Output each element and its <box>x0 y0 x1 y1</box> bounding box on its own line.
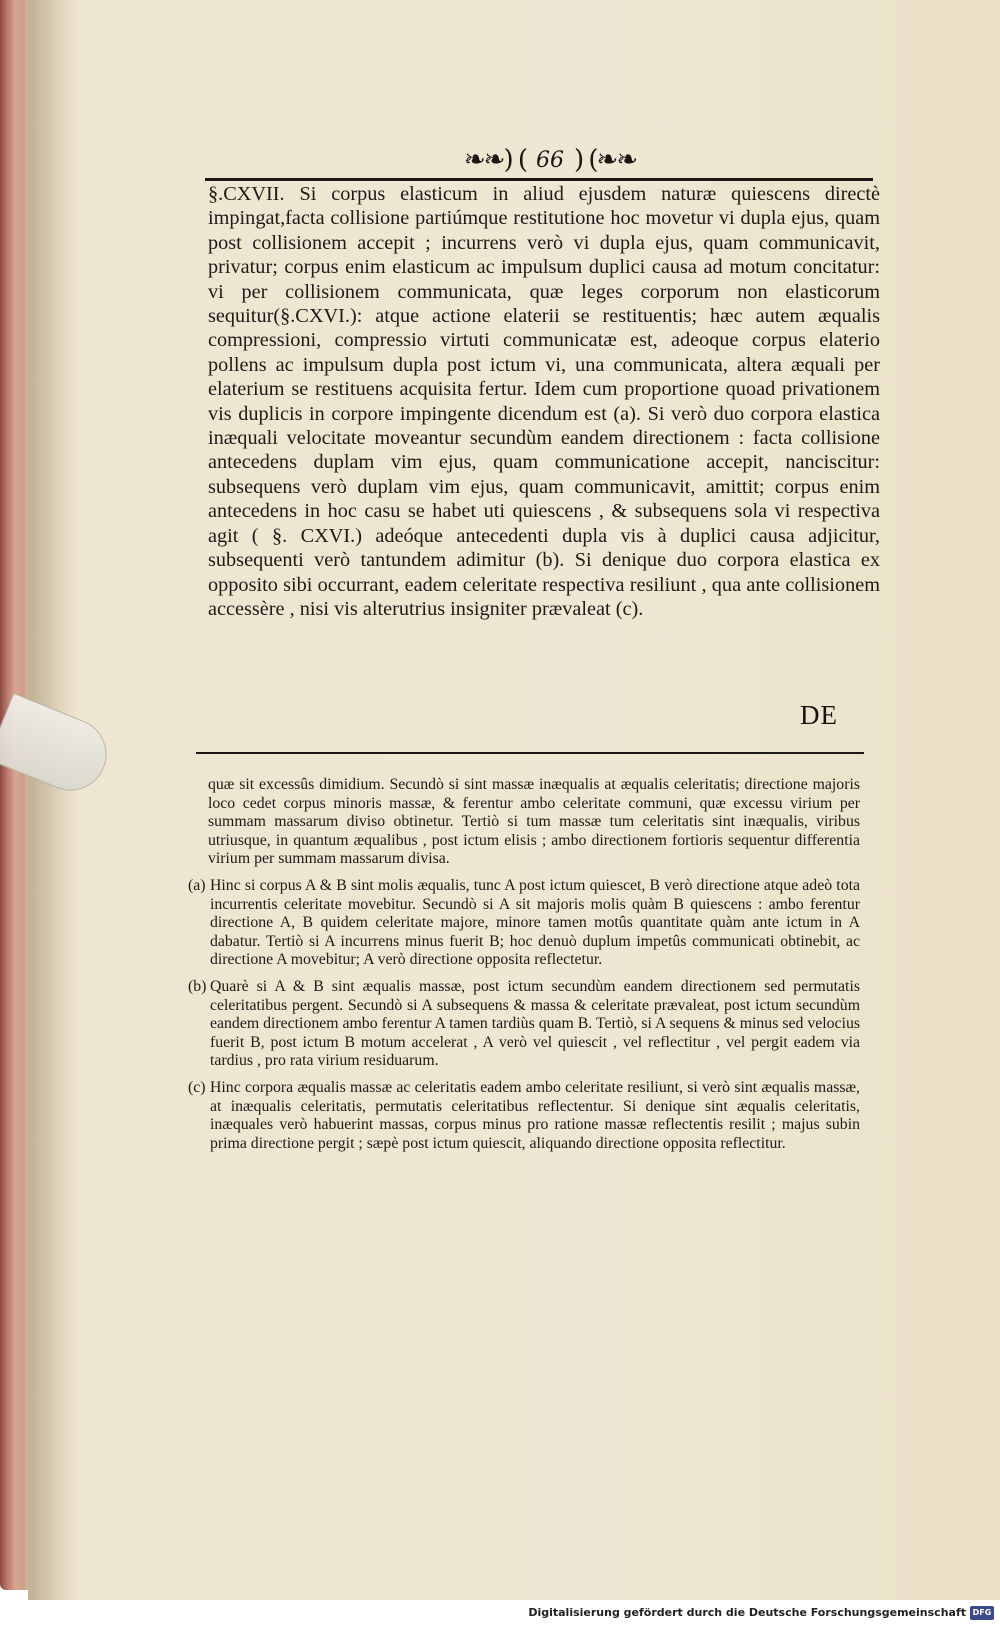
footnotes <box>188 776 860 1153</box>
header-ornament-left-icon: ❧❧) ( <box>463 145 526 175</box>
footnote-label: (c) <box>188 1078 206 1096</box>
footnote-text: Hinc si corpus A & B sint molis æqualis, tunc A post ictum quiescet, B verò directione atque adeò tota incurrentis celeritate movebitur. Secundò si A sit majoris molis quàm B quiescens : ambo ferentur directione A, B quidem celeritate majore, minore tamen motûs quantitate quàm ante ictum in A dabatur. Tertiò si A incurrens minus fuerit B; hoc denuò duplum impetûs communicati obtinebit, ac directione A movebitur; A verò directione opposita reflectetur. <box>210 876 860 969</box>
page-number: 66 <box>536 147 564 173</box>
footnote-c <box>188 1079 860 1153</box>
footnote-b <box>188 978 860 1071</box>
notes-separator-rule <box>196 752 864 754</box>
header-ornament-right-icon: ) (❧❧ <box>574 145 637 175</box>
dfg-logo: DFG <box>970 1606 994 1620</box>
footnote-a <box>188 877 860 970</box>
footnote-label: (a) <box>188 876 206 894</box>
footnote-text: Hinc corpora æqualis massæ ac celeritatis eadem ambo celeritate resiliunt, si verò sint æqualis massæ, at inæqualis celeritatis, permutatis celeritatibus reflectentur. Si denique sint æqualis celeritatis, inæquales verò habuerint massas, corpus minus pro ratione massæ reflectentis resilit ; majus subin prima directione pergit ; sæpè post ictum quiescit, aliquando directione opposita reflectitur. <box>210 1078 860 1152</box>
page-header <box>200 142 900 178</box>
digitization-credit: Digitalisierung gefördert durch die Deutsche Forschungsgemeinschaft <box>528 1606 966 1619</box>
catchword: DE <box>800 700 838 730</box>
gutter-shadow <box>28 0 78 1600</box>
footnote-text: Quarè si A & B sint æqualis massæ, post ictum secundùm eandem directionem sed permutatis celeritatibus pergent. Secundò si A subsequens & massa & celeritate prævaleat, post ictum secundùm eandem directionem ambo ferentur A tamen tardiùs quam B. Tertiò, si A sequens & minus sed velocius fuerit B, post ictum B motum accelerat , A verò vel quiescit , vel reflectitur , vel pergit eadem via tardius , pro rata virium residuarum. <box>210 977 860 1070</box>
footnote-label: (b) <box>188 977 207 995</box>
main-paragraph: §.CXVII. Si corpus elasticum in aliud ejusdem naturæ quiescens directè impingat,facta collisione partiúmque restitutione hoc movetur vi dupla ejus, quam post collisionem accepit ; incurrens verò vi dupla ejus, quam communicavit, privatur; corpus enim elasticum ac impulsum duplici causa ad motum concitatur: vi per collisionem communicata, quæ leges corporum non elasticorum sequitur(§.CXVI.): atque actione elaterii se restituentis; hæc autem æqualis compressioni, compressio virtuti communicatæ est, adeoque corpus elaterio pollens ac impulsum dupla post ictum vi, una communicata, altera æquali per elaterium se restituens acquisita fertur. Idem cum proportione quoad privationem vis duplicis in corpore impingente dicendum est (a). Si verò duo corpora elastica inæquali velocitate moveantur secundùm eandem directionem : facta collisione antecedens duplam vim ejus, quam communicatione accepit, nanciscitur: subsequens verò duplam vim ejus, quam communicavit, amittit; corpus enim antecedens in hoc casu se habet uti quiescens , & subsequens sola vi respectiva agit ( §. CXVI.) adeóque antecedenti dupla vis à duplici causa adjicitur, subsequenti verò tantundem adimitur (b). Si denique duo corpora elastica ex opposito sibi occurrant, eadem celeritate respectiva resiliunt , qua ante collisionem accessère , nisi vis alterutrius insigniter prævaleat (c). <box>208 183 880 620</box>
header-rule <box>205 178 873 181</box>
footnote-continuation: quæ sit excessûs dimidium. Secundò si sint massæ inæqualis at æqualis celeritatis; directione majoris loco cedet corpus minoris massæ, & ferentur ambo celeritate communi, quæ excessu virium per summam massarum diviso obtinetur. Tertiò si tum massæ tum celeritatis sint inæqualis, viribus utriusque, in quantum æqualibus , post ictum elisis ; ambo directionem fortioris sequentur differentia virium per summam massarum divisa. <box>208 776 860 868</box>
